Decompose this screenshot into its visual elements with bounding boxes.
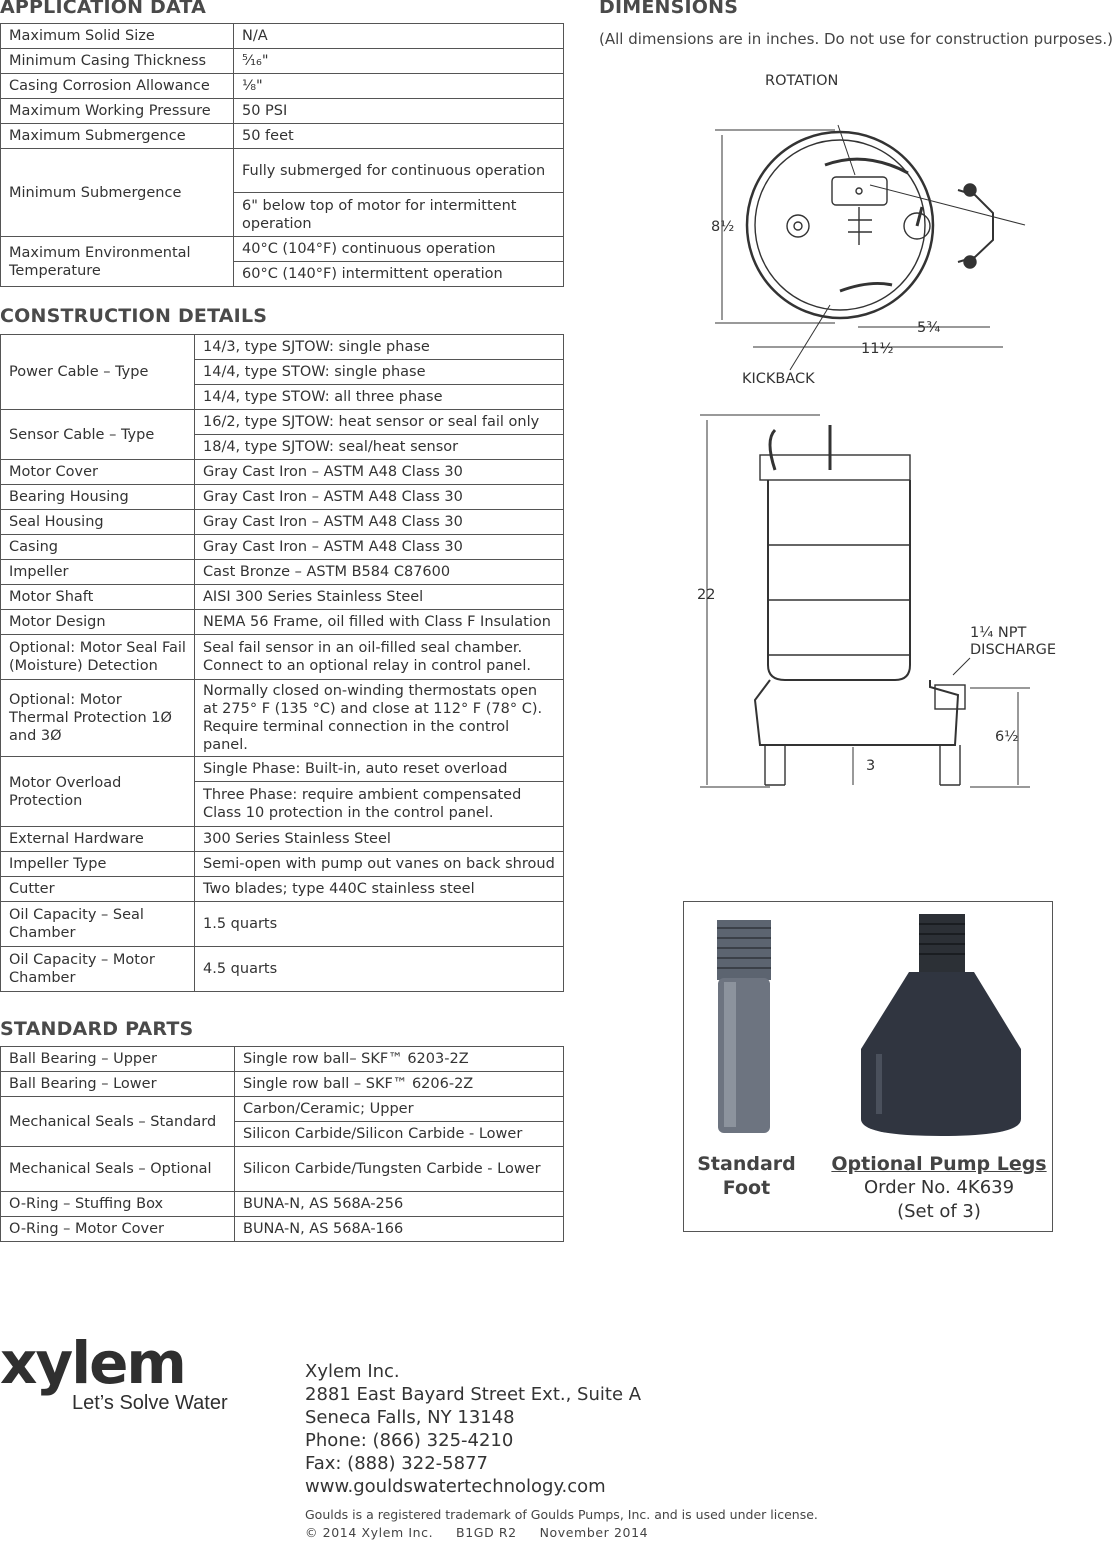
standard-foot-image — [714, 920, 774, 1140]
table-row: Maximum Submergence 50 feet — [1, 124, 564, 149]
table-row: 6" below top of motor for intermittent operation — [1, 193, 564, 237]
dimensions-title: DIMENSIONS — [599, 0, 739, 18]
table-row: O-Ring – Motor Cover BUNA-N, AS 568A-166 — [1, 1217, 564, 1242]
optional-pump-leg-image — [859, 914, 1024, 1139]
dimensions-note: (All dimensions are in inches. Do not use for construction purposes.) — [599, 30, 1113, 48]
table-row: Minimum Casing Thickness ⁵⁄₁₆" — [1, 49, 564, 74]
application-data-table — [0, 23, 564, 287]
dim-8-5: 8½ — [711, 219, 735, 235]
table-row: External Hardware 300 Series Stainless Steel — [1, 827, 564, 852]
kickback-label: KICKBACK — [742, 371, 815, 387]
table-row: Optional: Motor Seal Fail (Moisture) Detection Seal fail sensor in an oil-filled seal chamber. Connect to an optional relay in control panel. — [1, 635, 564, 680]
table-row: Motor Shaft AISI 300 Series Stainless Steel — [1, 585, 564, 610]
table-row: Casing Corrosion Allowance ⅛" — [1, 74, 564, 99]
construction-details-table — [0, 334, 564, 992]
table-row: Seal Housing Gray Cast Iron – ASTM A48 Class 30 — [1, 510, 564, 535]
table-row: Mechanical Seals – Standard Carbon/Ceramic; Upper — [1, 1097, 564, 1122]
table-row: Silicon Carbide/Silicon Carbide - Lower — [1, 1122, 564, 1147]
table-row: 60°C (140°F) intermittent operation — [1, 262, 564, 287]
table-row: 18/4, type SJTOW: seal/heat sensor — [1, 435, 564, 460]
table-row: Motor Overload Protection Single Phase: Built-in, auto reset overload — [1, 757, 564, 782]
table-row: Sensor Cable – Type 16/2, type SJTOW: heat sensor or seal fail only — [1, 410, 564, 435]
table-row: Impeller Type Semi-open with pump out vanes on back shroud — [1, 852, 564, 877]
standard-foot-caption: Standard Foot — [697, 1153, 796, 1199]
xylem-tagline: Let’s Solve Water — [72, 1392, 228, 1414]
xylem-logo — [0, 1328, 240, 1418]
table-row: Oil Capacity – Motor Chamber 4.5 quarts — [1, 947, 564, 992]
rotation-label: ROTATION — [765, 73, 839, 89]
table-row: 14/4, type STOW: all three phase — [1, 385, 564, 410]
table-row: 14/4, type STOW: single phase — [1, 360, 564, 385]
dim-11-5: 11½ — [861, 341, 894, 357]
table-row: O-Ring – Stuffing Box BUNA-N, AS 568A-256 — [1, 1192, 564, 1217]
table-row: Casing Gray Cast Iron – ASTM A48 Class 30 — [1, 535, 564, 560]
table-row: Maximum Solid Size N/A — [1, 24, 564, 49]
table-row: Optional: Motor Thermal Protection 1Ø and 3Ø Normally closed on-winding thermostats open at 275° F (135 °C) and close at 112° F (78° C). Require terminal connection in the control panel. — [1, 680, 564, 757]
table-row: Bearing Housing Gray Cast Iron – ASTM A48 Class 30 — [1, 485, 564, 510]
table-row: Minimum Submergence Fully submerged for continuous operation — [1, 149, 564, 193]
set-quantity: (Set of 3) — [897, 1201, 981, 1222]
table-row: Power Cable – Type 14/3, type SJTOW: single phase — [1, 335, 564, 360]
table-row: Mechanical Seals – Optional Silicon Carbide/Tungsten Carbide - Lower — [1, 1147, 564, 1192]
dim-3: 3 — [866, 758, 876, 774]
table-row: Maximum Environmental Temperature 40°C (104°F) continuous operation — [1, 237, 564, 262]
dim-5-75: 5¾ — [917, 320, 941, 336]
table-row: Three Phase: require ambient compensated Class 10 protection in the control panel. — [1, 782, 564, 827]
table-row: Motor Cover Gray Cast Iron – ASTM A48 Class 30 — [1, 460, 564, 485]
order-number: Order No. 4K639 — [863, 1177, 1015, 1198]
dim-6-5: 6½ — [995, 729, 1019, 745]
pump-dimension-drawing — [640, 95, 1060, 805]
discharge-label: 1¼ NPT DISCHARGE — [970, 625, 1057, 658]
table-row: Motor Design NEMA 56 Frame, oil filled with Class F Insulation — [1, 610, 564, 635]
table-row: Impeller Cast Bronze – ASTM B584 C87600 — [1, 560, 564, 585]
standard-parts-title: STANDARD PARTS — [0, 1018, 194, 1040]
table-row: Oil Capacity – Seal Chamber 1.5 quarts — [1, 902, 564, 947]
trademark-note: Goulds is a registered trademark of Goulds Pumps, Inc. and is used under license. — [305, 1507, 818, 1522]
table-row: Cutter Two blades; type 440C stainless steel — [1, 877, 564, 902]
copyright-line: © 2014 Xylem Inc. B1GD R2 November 2014 — [305, 1525, 649, 1540]
website-link[interactable]: www.gouldswatertechnology.com — [305, 1476, 606, 1497]
pump-legs-box — [683, 901, 1053, 1232]
optional-legs-caption — [829, 1152, 1049, 1224]
optional-legs-title: Optional Pump Legs — [831, 1153, 1047, 1175]
company-address: Xylem Inc. 2881 East Bayard Street Ext., Suite A Seneca Falls, NY 13148 Phone: (866) 325-4210 Fax: (888) 322-5877 www.gouldswatertechnology.com — [305, 1361, 642, 1497]
table-row: Ball Bearing – Upper Single row ball– SKF™ 6203-2Z — [1, 1047, 564, 1072]
table-row: Ball Bearing – Lower Single row ball – SKF™ 6206-2Z — [1, 1072, 564, 1097]
construction-details-title: CONSTRUCTION DETAILS — [0, 305, 268, 327]
standard-parts-table — [0, 1046, 564, 1242]
table-row: Maximum Working Pressure 50 PSI — [1, 99, 564, 124]
xylem-wordmark: xylem — [0, 1329, 185, 1397]
application-data-title: APPLICATION DATA — [0, 0, 206, 18]
dim-22: 22 — [697, 587, 716, 603]
